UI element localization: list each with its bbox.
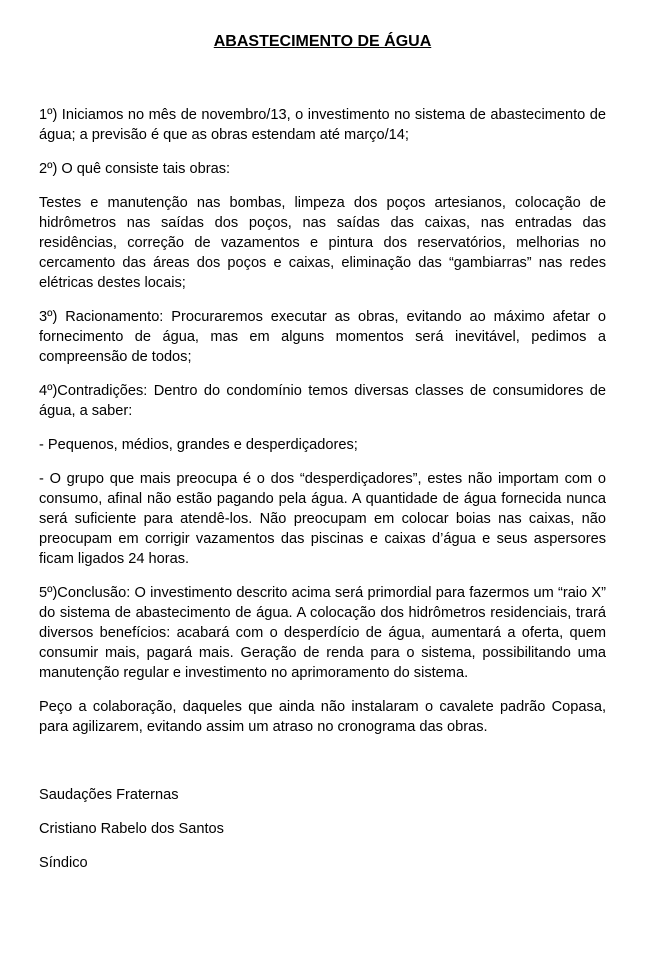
paragraph-investment: 1º) Iniciamos no mês de novembro/13, o investimento no sistema de abastecimento de água; a previsão é que as obras estendam até março/14;: [39, 107, 606, 143]
closing-greeting: Saudações Fraternas: [39, 787, 179, 803]
paragraph-consumer-classes: - Pequenos, médios, grandes e desperdiçadores;: [39, 437, 358, 453]
closing-block: [39, 785, 606, 873]
paragraph-wasters: - O grupo que mais preocupa é o dos “desperdiçadores”, estes não importam com o consumo, afinal não estão pagando pela água. A quantidade de água fornecida nunca será suficiente para atendê-los. Não preocupam em colocar boias nas caixas, não preocupam em corrigir vazamentos das piscinas e caixas d’água e seus aspersores ficam ligados 24 horas.: [39, 471, 606, 567]
signatory-role: Síndico: [39, 855, 88, 871]
paragraph-contradictions: 4º)Contradições: Dentro do condomínio temos diversas classes de consumidores de água, a saber:: [39, 383, 606, 419]
paragraph-conclusion: 5º)Conclusão: O investimento descrito acima será primordial para fazermos um “raio X” do sistema de abastecimento de água. A colocação dos hidrômetros residenciais, trará diversos benefícios: acabará com o desperdício de água, aumentará a oferta, quem consumir mais, pagará mais. Geração de renda para o sistema, possibilitando uma manutenção regular e investimento no aprimoramento do sistema.: [39, 585, 606, 681]
signatory-name: Cristiano Rabelo dos Santos: [39, 821, 224, 837]
paragraph-works-heading: 2º) O quê consiste tais obras:: [39, 161, 231, 177]
document-body: [39, 105, 606, 737]
paragraph-request: Peço a colaboração, daqueles que ainda não instalaram o cavalete padrão Copasa, para agilizarem, evitando assim um atraso no cronograma das obras.: [39, 699, 606, 735]
paragraph-rationing: 3º) Racionamento: Procuraremos executar as obras, evitando ao máximo afetar o fornecimento de água, mas em alguns momentos será inevitável, pedimos a compreensão de todos;: [39, 309, 606, 365]
document-title: ABASTECIMENTO DE ÁGUA: [213, 33, 432, 50]
paragraph-works-list: Testes e manutenção nas bombas, limpeza dos poços artesianos, colocação de hidrômetros nas saídas dos poços, nas saídas das caixas, nas entradas das residências, correção de vazamentos e pintura dos reservatórios, melhorias no cercamento das áreas dos poços e caixas, eliminação das “gambiarras” nas redes elétricas destes locais;: [39, 195, 606, 291]
document-page: [39, 30, 606, 887]
